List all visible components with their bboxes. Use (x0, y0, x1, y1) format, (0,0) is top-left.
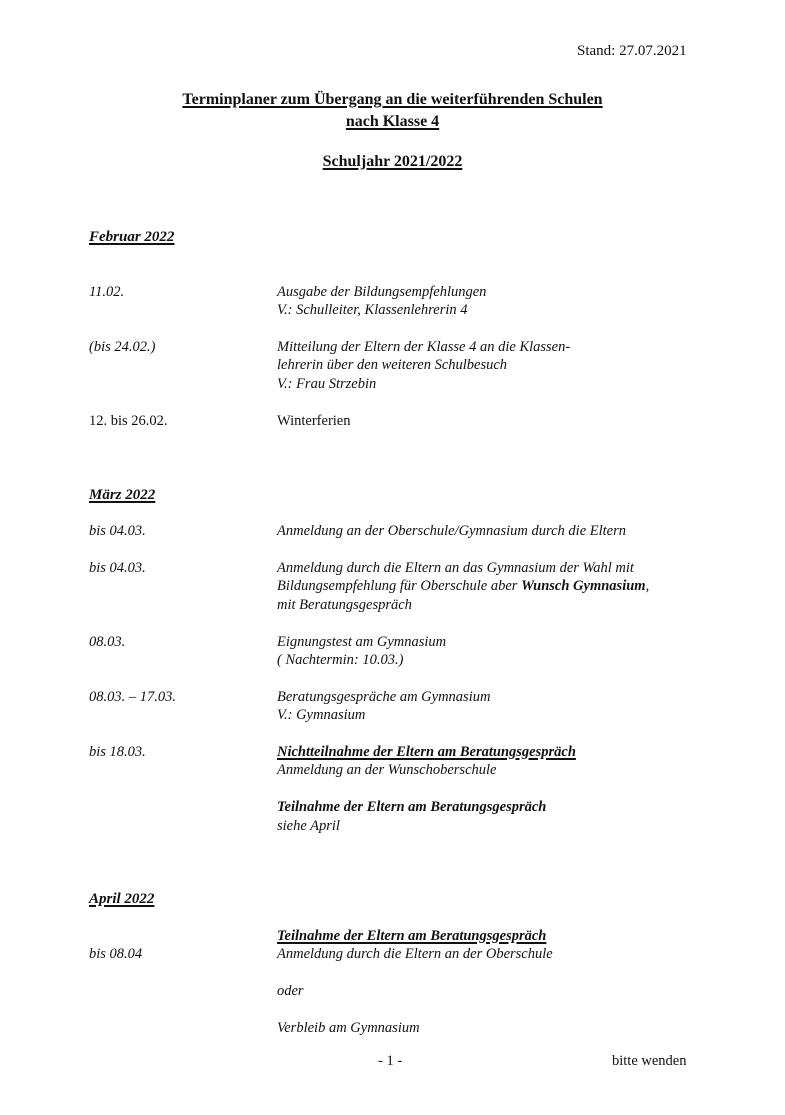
entry-text: Verbleib am Gymnasium (277, 1020, 420, 1036)
entry-text: V.: Frau Strzebin (277, 376, 377, 392)
entry-date: bis 04.03. (89, 560, 146, 576)
entry-date: 08.03. – 17.03. (89, 689, 176, 705)
entry-text-emphasis: Nichtteilnahme der Eltern am Beratungsgespräch (277, 744, 576, 760)
entry-text: Anmeldung an der Oberschule/Gymnasium durch die Eltern (277, 523, 627, 539)
page-number: - 1 - (378, 1053, 403, 1069)
school-year-subtitle: Schuljahr 2021/2022 (322, 153, 463, 170)
entry-text (277, 577, 649, 595)
month-heading-februar: Februar 2022 (89, 229, 175, 245)
entry-text: ( Nachtermin: 10.03.) (277, 652, 404, 668)
entry-text-part: , (645, 578, 650, 594)
entry-text: Anmeldung durch die Eltern an das Gymnasium der Wahl mit (277, 560, 634, 576)
page-title-line-1: Terminplaner zum Übergang an die weiterführenden Schulen (182, 91, 603, 108)
entry-text: V.: Gymnasium (277, 707, 366, 723)
entry-date: (bis 24.02.) (89, 339, 156, 355)
entry-text: Winterferien (277, 413, 351, 429)
entry-text: Anmeldung an der Wunschoberschule (277, 762, 497, 778)
wunsch-gymnasium-emphasis: Wunsch Gymnasium (521, 578, 646, 594)
entry-date: 08.03. (89, 634, 126, 650)
entry-date: 11.02. (89, 284, 125, 300)
entry-text: Mitteilung der Eltern der Klasse 4 an die Klassen- (277, 339, 571, 355)
entry-text: siehe April (277, 818, 340, 834)
entry-text: mit Beratungsgespräch (277, 597, 412, 613)
entry-date: bis 04.03. (89, 523, 146, 539)
entry-text: V.: Schulleiter, Klassenlehrerin 4 (277, 302, 468, 318)
stand-date: Stand: 27.07.2021 (577, 43, 687, 59)
month-heading-april: April 2022 (89, 891, 155, 907)
entry-text: Ausgabe der Bildungsempfehlungen (277, 284, 487, 300)
entry-date: bis 18.03. (89, 744, 146, 760)
page-title-line-2: nach Klasse 4 (345, 113, 440, 130)
entry-text-emphasis: Teilnahme der Eltern am Beratungsgespräch (277, 799, 547, 815)
entry-text: Beratungsgespräche am Gymnasium (277, 689, 491, 705)
entry-text-emphasis: Teilnahme der Eltern am Beratungsgespräch (277, 928, 547, 944)
entry-text-part: Bildungsempfehlung für Oberschule aber (277, 578, 522, 594)
entry-date: 12. bis 26.02. (89, 413, 168, 429)
please-turn-note: bitte wenden (612, 1053, 687, 1069)
entry-text: Anmeldung durch die Eltern an der Oberschule (277, 946, 553, 962)
entry-text: lehrerin über den weiteren Schulbesuch (277, 357, 508, 373)
entry-date: bis 08.04 (89, 946, 143, 962)
month-heading-maerz: März 2022 (89, 487, 156, 503)
entry-text: Eignungstest am Gymnasium (277, 634, 447, 650)
entry-text: oder (277, 983, 304, 999)
